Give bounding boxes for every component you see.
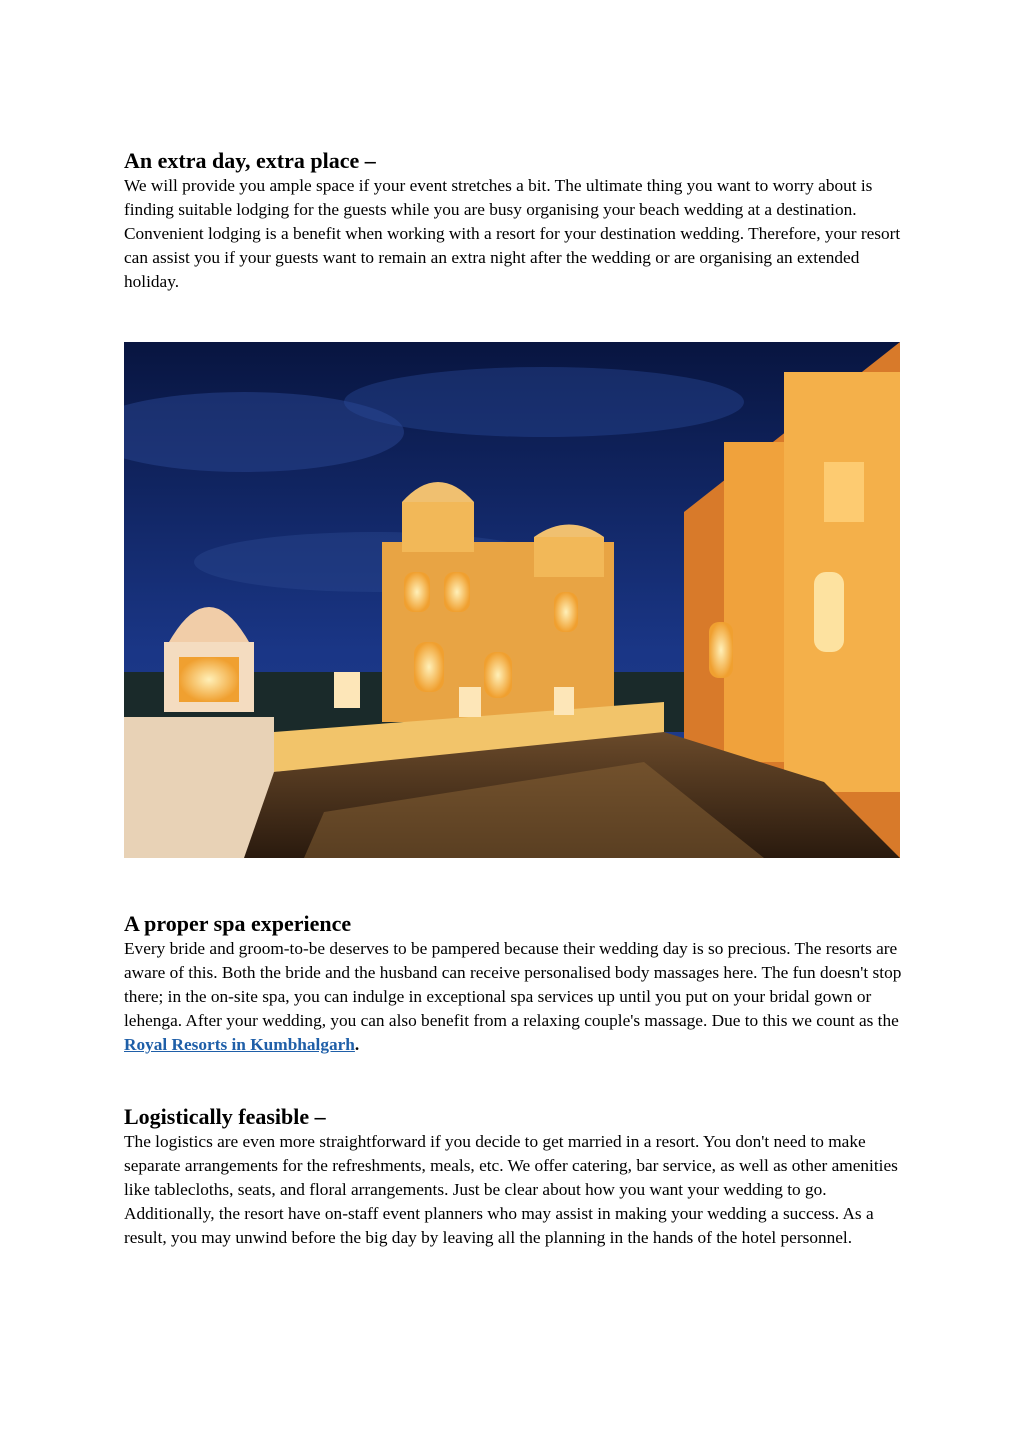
section-logistics bbox=[124, 1104, 904, 1250]
section-extra-day bbox=[124, 148, 904, 294]
section-body: We will provide you ample space if your event stretches a bit. The ultimate thing you want to worry about is finding suitable lodging for the guests while you are busy organising your beach wedding at a destination. Convenient lodging is a benefit when working with a resort for your destination wedding. Therefore, your resort can assist you if your guests want to remain an extra night after the wedding or are organising an extended holiday. bbox=[124, 176, 901, 291]
section-heading: A proper spa experience bbox=[124, 911, 352, 936]
resort-night-photo bbox=[124, 342, 900, 858]
section-body bbox=[124, 937, 904, 1057]
section-spa-experience bbox=[124, 911, 904, 1057]
royal-resorts-link[interactable]: Royal Resorts in Kumbhalgarh bbox=[124, 1035, 355, 1054]
link-trailing-punctuation: . bbox=[354, 1035, 360, 1054]
section-body-text: Every bride and groom-to-be deserves to be pampered because their wedding day is so precious. The resorts are aware of this. Both the bride and the husband can receive personalised body massages here. The fun doesn't stop there; in the on-site spa, you can indulge in exceptional spa services up until you put on your bridal gown or lehenga. After your wedding, you can also benefit from a relaxing couple's massage. Due to this we count as the bbox=[124, 939, 902, 1030]
section-heading: An extra day, extra place – bbox=[124, 148, 376, 173]
section-heading: Logistically feasible – bbox=[124, 1104, 326, 1129]
section-body: The logistics are even more straightforward if you decide to get married in a resort. You don't need to make separate arrangements for the refreshments, meals, etc. We offer catering, bar service, as well as other amenities like tablecloths, seats, and floral arrangements. Just be clear about how you want your wedding to go. Additionally, the resort have on-staff event planners who may assist in making your wedding a success. As a result, you may unwind before the big day by leaving all the planning in the hands of the hotel personnel. bbox=[124, 1132, 898, 1247]
